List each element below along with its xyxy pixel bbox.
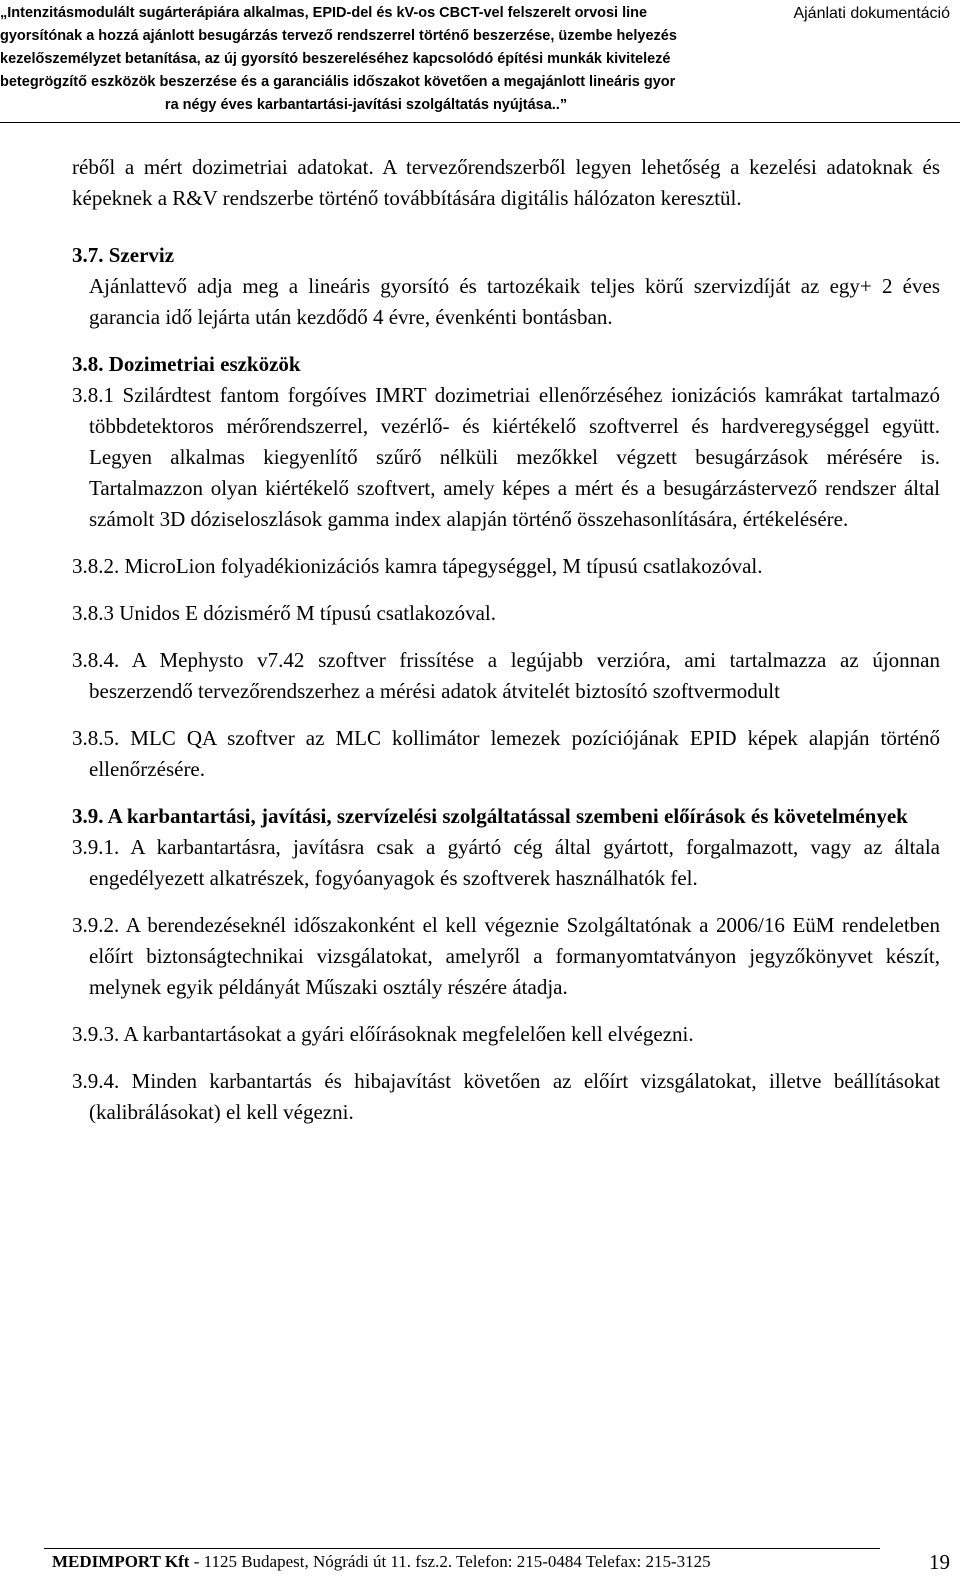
page-header xyxy=(0,0,960,124)
document-type-label: Ajánlati dokumentáció xyxy=(793,5,950,22)
footer-contact xyxy=(52,1552,711,1572)
item-3-8-4: 3.8.4. A Mephysto v7.42 szoftver frissítése a legújabb verzióra, ami tartalmazza az újonnan beszerzendő tervezőrendszerhez a mérési adatok átvitelét biztosító szoftvermodult xyxy=(72,648,940,703)
header-title-line: gyorsítónak a hozzá ajánlott besugárzás tervező rendszerrel történő beszerzése, üzembe helyezés xyxy=(0,28,677,44)
item-3-9-4: 3.9.4. Minden karbantartás és hibajavítást követően az előírt vizsgálatokat, illetve beállításokat (kalibrálásokat) el kell végezni. xyxy=(72,1069,940,1124)
header-title-line: kezelőszemélyzet betanítása, az új gyorsító beszereléséhez kapcsolódó építési munkák kivitelezé xyxy=(0,51,671,67)
header-title-line: ra négy éves karbantartási-javítási szolgáltatás nyújtása..” xyxy=(164,97,568,113)
item-3-8-2: 3.8.2. MicroLion folyadékionizációs kamra tápegységgel, M típusú csatlakozóval. xyxy=(72,554,763,578)
intro-paragraph: réből a mért dozimetriai adatokat. A tervezőrendszerből legyen lehetőség a kezelési adatoknak és képeknek a R&V rendszerbe történő továbbítására digitális hálózaton keresztül. xyxy=(72,155,940,210)
item-3-8-3: 3.8.3 Unidos E dózismérő M típusú csatlakozóval. xyxy=(72,601,497,625)
header-title xyxy=(0,2,732,117)
footer-rule xyxy=(44,1548,880,1549)
page-number: 19 xyxy=(929,1550,950,1574)
item-3-9-1: 3.9.1. A karbantartásra, javításra csak a gyártó cég által gyártott, forgalmazott, vagy az általa engedélyezett alkatrészek, fogyóanyagok és szoftverek használhatók fel. xyxy=(72,835,940,890)
section-3-7-text: Ajánlattevő adja meg a lineáris gyorsító és tartozékaik teljes körű szervizdíját az egy+ 2 éves garancia idő lejárta után kezdődő 4 évre, évenkénti bontásban. xyxy=(89,274,940,329)
section-heading-3-7: 3.7. Szerviz xyxy=(72,243,175,267)
section-heading-3-9: 3.9. A karbantartási, javítási, szervízelési szolgáltatással szembeni előírások és követelmények xyxy=(72,804,908,828)
item-3-9-2: 3.9.2. A berendezéseknél időszakonként el kell végeznie Szolgáltatónak a 2006/16 EüM rendeletben előírt biztonságtechnikai vizsgálatokat, amelyről a formanyomtatványon jegyzőkönyvet készít, melynek egyik példányát Műszaki osztály részére átadja. xyxy=(72,913,940,999)
header-title-line: betegrögzítő eszközök beszerzése és a garanciális időszakot követően a megajánlott lineáris gyor xyxy=(0,74,676,90)
page-footer xyxy=(0,1548,960,1584)
footer-address: - 1125 Budapest, Nógrádi út 11. fsz.2. Telefon: 215-0484 Telefax: 215-3125 xyxy=(193,1552,711,1571)
item-3-8-1: 3.8.1 Szilárdtest fantom forgóíves IMRT dozimetriai ellenőrzéséhez ionizációs kamrákat tartalmazó többdetektoros mérőrendszerrel, vezérlő- és kiértékelő szoftverrel és hardveregységgel együtt. Legyen alkalmas kiegyenlítő szűrő nélküli mezőkkel végzett besugárzások mérésére is. Tartalmazzon olyan kiértékelő szoftvert, amely képes a mért és a besugárzástervező rendszer által számolt 3D dóziseloszlások gamma index alapján történő összehasonlítására, értékelésére. xyxy=(72,383,940,531)
header-rule xyxy=(0,122,960,123)
item-3-9-3: 3.9.3. A karbantartásokat a gyári előírásoknak megfelelően kell elvégezni. xyxy=(72,1022,694,1046)
item-3-8-5: 3.8.5. MLC QA szoftver az MLC kollimátor lemezek pozíciójának EPID képek alapján történő ellenőrzésére. xyxy=(72,726,940,781)
page-body xyxy=(72,152,940,1128)
header-title-line: „Intenzitásmodulált sugárterápiára alkalmas, EPID-del és kV-os CBCT-vel felszerelt orvosi line xyxy=(0,5,648,21)
section-heading-3-8: 3.8. Dozimetriai eszközök xyxy=(72,352,301,376)
footer-company: MEDIMPORT Kft xyxy=(52,1552,190,1571)
